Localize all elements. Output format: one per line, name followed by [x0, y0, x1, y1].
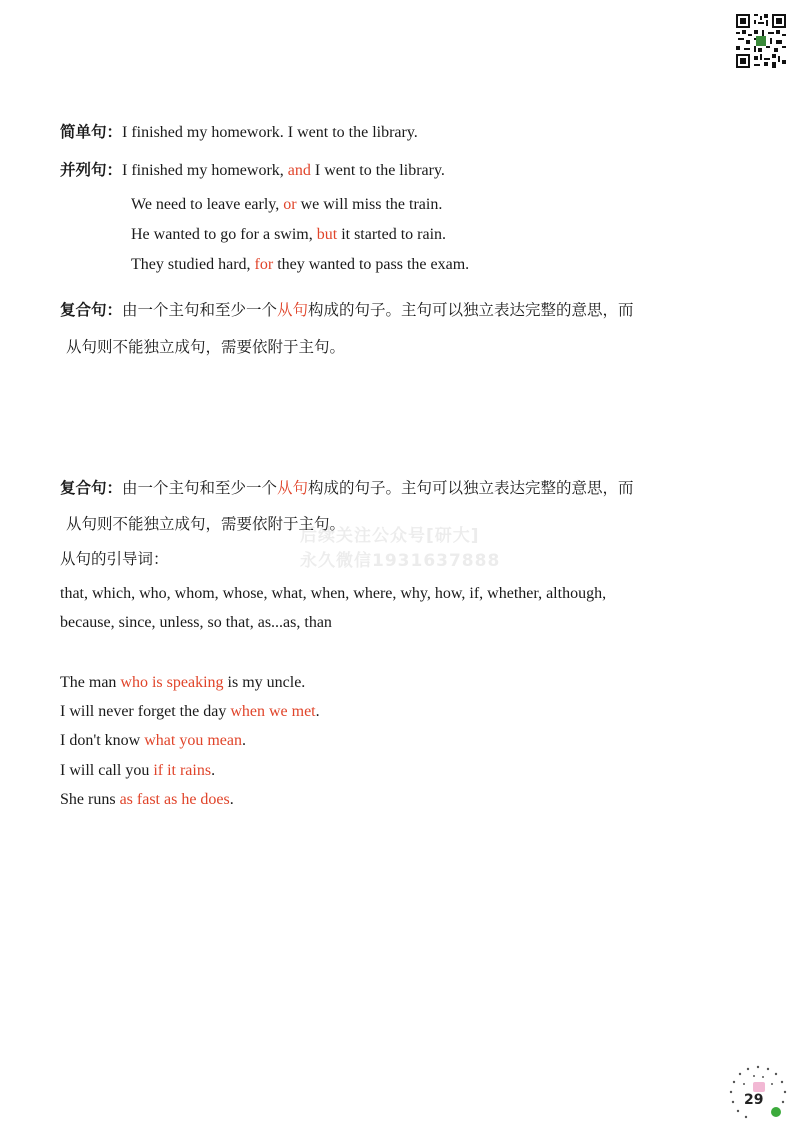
complex-definition-part-b: 构成的句子。主句可以独立表达完整的意思，而	[308, 479, 634, 497]
compound-example-line	[131, 255, 469, 275]
compound-conjunction: for	[254, 256, 274, 273]
clause-example-line	[60, 761, 215, 781]
compound-conjunction: or	[283, 196, 297, 213]
complex-definition-line-2: 从句则不能独立成句，需要依附于主句。	[66, 515, 346, 533]
example-main-part: I will call you	[60, 762, 154, 779]
page-number: 29	[744, 1092, 764, 1108]
watermark-line-2: 永久微信1931637888	[300, 551, 501, 571]
watermark-line-1: 后续关注公众号[研大]	[300, 526, 480, 546]
compound-sentence-label: 并列句：	[60, 161, 123, 179]
simple-sentence-line	[60, 122, 418, 143]
compound-conjunction: and	[287, 162, 311, 179]
compound-example-line	[131, 195, 442, 215]
introducers-list-line-1: that, which, who, whom, whose, what, when, where, why, how, if, whether, although,	[60, 585, 607, 602]
example-tail: is my uncle.	[223, 674, 306, 691]
compound-example-before: We need to leave early,	[131, 196, 284, 213]
clause-example-line	[60, 673, 305, 693]
compound-example-after: I went to the library.	[310, 162, 445, 179]
qr-code-icon	[736, 14, 786, 68]
example-tail: .	[229, 791, 234, 808]
compound-example-before: I finished my homework,	[122, 162, 288, 179]
example-clause: if it rains	[153, 762, 212, 779]
compound-example-before: He wanted to go for a swim,	[131, 226, 317, 243]
clause-example-line	[60, 790, 234, 810]
example-clause: when we met	[230, 703, 316, 720]
compound-example-after: they wanted to pass the exam.	[273, 256, 470, 273]
introducers-list-line-2: because, since, unless, so that, as...as, than	[60, 614, 332, 631]
introducers-heading: 从句的引导词：	[60, 550, 169, 568]
example-clause: what you mean	[144, 732, 242, 749]
compound-example-before: They studied hard,	[131, 256, 255, 273]
subordinate-clause-term: 从句	[277, 301, 309, 319]
subordinate-clause-term: 从句	[277, 479, 309, 497]
simple-sentence-label: 简单句：	[60, 123, 123, 141]
compound-example-after: it started to rain.	[337, 226, 447, 243]
clause-example-line	[60, 731, 246, 751]
example-tail: .	[241, 732, 246, 749]
example-tail: .	[315, 703, 320, 720]
example-clause: who is speaking	[120, 674, 224, 691]
example-main-part: The man	[60, 674, 121, 691]
complex-definition-line-1	[60, 478, 634, 498]
example-tail: .	[211, 762, 216, 779]
compound-example-line	[131, 225, 446, 245]
simple-sentence-example: I finished my homework. I went to the library.	[122, 124, 418, 141]
complex-definition-part-a: 由一个主句和至少一个	[122, 301, 278, 319]
example-main-part: I will never forget the day	[60, 703, 231, 720]
clause-example-line	[60, 702, 320, 722]
example-clause: as fast as he does	[119, 791, 230, 808]
complex-sentence-label: 复合句：	[60, 301, 123, 319]
complex-definition-part-a: 由一个主句和至少一个	[122, 479, 278, 497]
complex-sentence-label: 复合句：	[60, 479, 123, 497]
example-main-part: I don't know	[60, 732, 145, 749]
compound-conjunction: but	[316, 226, 338, 243]
complex-definition-part-b: 构成的句子。主句可以独立表达完整的意思，而	[308, 301, 634, 319]
compound-sentence-line	[60, 160, 445, 181]
example-main-part: She runs	[60, 791, 120, 808]
complex-definition-line-1	[60, 300, 634, 320]
compound-example-after: we will miss the train.	[296, 196, 443, 213]
page-number-badge	[728, 1064, 788, 1124]
complex-definition-line-2: 从句则不能独立成句，需要依附于主句。	[66, 338, 346, 356]
